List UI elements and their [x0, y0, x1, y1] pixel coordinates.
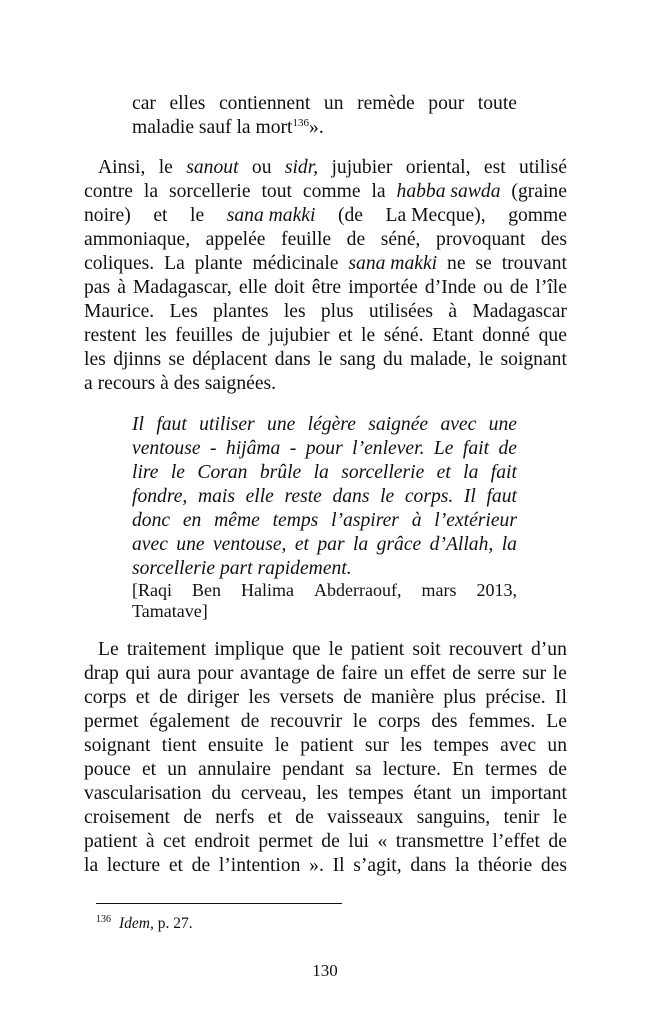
word: Il	[463, 486, 476, 507]
word: remède	[357, 93, 415, 114]
term-sana-makki: sana makki	[226, 205, 316, 226]
word: une	[267, 414, 296, 435]
word: la	[371, 181, 386, 202]
word: lecture	[106, 855, 161, 876]
term-sanout: sanout	[186, 157, 239, 178]
para1-line-2	[84, 180, 567, 204]
word: La	[164, 253, 185, 274]
quote1-text: maladie sauf la mort	[132, 117, 293, 138]
word: tout	[261, 181, 292, 202]
word: Le	[546, 711, 567, 732]
word: reste	[284, 486, 322, 507]
para1-line-1	[98, 156, 567, 180]
word: l’intention	[218, 855, 301, 876]
word: versets	[279, 687, 334, 708]
word: elle	[238, 277, 268, 298]
word: les	[144, 325, 167, 346]
word: dans	[332, 486, 370, 507]
word: sorcellerie	[168, 181, 251, 202]
word: traitement	[126, 639, 207, 660]
word: les	[283, 301, 306, 322]
word: de	[498, 438, 517, 459]
word: se	[168, 349, 185, 370]
word: de	[191, 855, 211, 876]
word: d’un	[530, 639, 567, 660]
footnote-source: Idem	[119, 915, 150, 932]
word: pour	[197, 663, 234, 684]
word: de	[321, 831, 340, 852]
word: et	[153, 205, 168, 226]
word: des	[540, 229, 567, 250]
word: cerveau,	[240, 783, 307, 804]
word: le	[158, 157, 173, 178]
word: un	[323, 93, 344, 114]
word: de	[240, 711, 260, 732]
word: important	[490, 783, 567, 804]
word: sur	[364, 735, 389, 756]
word: utiliser	[199, 414, 255, 435]
word: plante	[194, 253, 243, 274]
quote2-line-4	[132, 485, 517, 509]
word: corps	[84, 687, 127, 708]
word: Le	[98, 639, 119, 660]
word: sorcellerie	[341, 462, 425, 483]
word: l’extérieur	[434, 510, 517, 531]
word: de	[509, 277, 529, 298]
word: recouvrir	[270, 711, 342, 732]
word: contiennent	[218, 93, 311, 114]
word: contre	[84, 181, 133, 202]
word: Madagascar,	[132, 277, 232, 298]
word: saignée	[368, 414, 429, 435]
word: les	[400, 735, 422, 756]
para1-line-10	[84, 372, 276, 396]
word: soit	[412, 639, 441, 660]
word: à	[448, 301, 458, 322]
word: les	[84, 349, 106, 370]
word: vaisseaux	[327, 807, 404, 828]
word: légère	[307, 414, 356, 435]
word: annulaire	[198, 759, 271, 780]
quote1-close: ».	[309, 117, 324, 138]
word: théorie	[477, 855, 533, 876]
word: importée	[348, 277, 418, 298]
word: hijâma	[225, 438, 281, 459]
word: elle	[245, 486, 274, 507]
word: recouvert	[448, 639, 523, 660]
quote2-source-place: Tamatave]	[132, 601, 208, 621]
word: jujubier	[268, 325, 330, 346]
para2-line-9	[84, 830, 567, 854]
word: que	[538, 325, 567, 346]
word: croisement	[84, 807, 170, 828]
word: Etant	[432, 325, 474, 346]
word: l’effet	[492, 831, 540, 852]
word: un	[167, 759, 187, 780]
quote2-line-3	[132, 461, 517, 485]
word: Abderraouf,	[313, 580, 402, 600]
word: soignant	[84, 735, 151, 756]
word: nerfs	[215, 807, 255, 828]
word: le	[318, 349, 333, 370]
word: le	[478, 349, 494, 370]
quote2-last-line: sorcellerie part rapidement.	[132, 558, 352, 579]
word: à	[145, 831, 155, 852]
word: utilisées	[368, 301, 434, 322]
word: (graine	[511, 181, 567, 202]
word: la	[501, 534, 517, 555]
word: vascularisation	[84, 783, 202, 804]
word: de	[548, 759, 567, 780]
footnote-page-ref: , p. 27.	[150, 915, 193, 932]
word: sanguins,	[416, 807, 491, 828]
word: mars	[421, 580, 457, 600]
word: sa	[355, 759, 372, 780]
word: ne	[447, 253, 466, 274]
para1-last-line: a recours à des saignées.	[84, 373, 277, 394]
word: sur	[522, 663, 547, 684]
quote2-line-5	[132, 509, 517, 533]
word: des	[431, 711, 458, 732]
word: qui	[125, 663, 151, 684]
word: de	[159, 687, 178, 708]
para1-line-3	[84, 204, 567, 228]
word: cet	[163, 831, 186, 852]
word: par	[317, 534, 345, 555]
word: car	[132, 93, 156, 114]
word: et	[338, 325, 353, 346]
word: être	[311, 277, 342, 298]
word: lire	[132, 462, 159, 483]
word: Le	[433, 438, 454, 459]
para2-line-2	[84, 662, 567, 686]
word: en	[182, 510, 202, 531]
word: avec	[132, 534, 168, 555]
word: plus	[320, 301, 354, 322]
word: les	[316, 783, 339, 804]
word: des	[540, 855, 567, 876]
word: Il	[332, 855, 345, 876]
word: séné.	[383, 325, 424, 346]
word: corps.	[404, 486, 454, 507]
word: provoquant	[436, 229, 526, 250]
word: s’agit,	[353, 855, 402, 876]
word: les	[248, 687, 271, 708]
word: de	[452, 663, 471, 684]
word: effet	[410, 663, 446, 684]
word: la	[84, 855, 99, 876]
word: d’Allah,	[429, 534, 494, 555]
word: djinns	[113, 349, 162, 370]
word: faut	[156, 414, 187, 435]
word: avantage	[240, 663, 310, 684]
word: brûle	[259, 462, 302, 483]
word: fondre,	[132, 486, 188, 507]
term-habba-sawda: habba sawda	[396, 181, 501, 202]
word: et	[267, 807, 282, 828]
word: de	[548, 831, 567, 852]
word: diriger	[186, 687, 240, 708]
para1-line-9	[84, 348, 567, 372]
word: l’enlever.	[352, 438, 425, 459]
word: à	[411, 510, 422, 531]
word: le	[361, 325, 376, 346]
word: un	[547, 735, 567, 756]
word: fait	[462, 438, 490, 459]
para1-line-7	[84, 300, 567, 324]
word: le	[352, 711, 368, 732]
word: avec	[440, 414, 477, 435]
word: de	[343, 687, 362, 708]
word: médicinale	[252, 253, 339, 274]
word: de	[295, 807, 314, 828]
word: ventouse	[132, 438, 201, 459]
word: pour	[428, 93, 465, 114]
word: gomme	[508, 205, 567, 226]
word: l’aspirer	[331, 510, 399, 531]
word: Ben	[192, 580, 221, 600]
word: dans	[410, 855, 447, 876]
word: le	[552, 807, 567, 828]
para2-line-8	[84, 806, 567, 830]
word: tempes	[433, 735, 489, 756]
word: pendant	[282, 759, 345, 780]
para2-line-4	[84, 710, 567, 734]
word: ou	[483, 277, 503, 298]
footnote-number: 136	[96, 914, 111, 925]
word: Halima	[241, 580, 294, 600]
para1-line-6	[84, 276, 567, 300]
quote2-line-2	[132, 437, 517, 461]
word: un	[383, 663, 404, 684]
word: termes	[485, 759, 538, 780]
word: est	[483, 157, 506, 178]
word: aura	[157, 663, 191, 684]
word: donné	[482, 325, 530, 346]
para2-line-5	[84, 734, 567, 758]
word: séné,	[380, 229, 421, 250]
para2-line-1	[98, 638, 567, 662]
word: manière	[370, 687, 435, 708]
word: faut	[486, 486, 517, 507]
word: La Mecque),	[385, 205, 486, 226]
word: faire	[341, 663, 378, 684]
word: endroit	[194, 831, 250, 852]
word: patient	[84, 831, 138, 852]
word: et	[141, 759, 157, 780]
word: l’île	[535, 277, 567, 298]
page-number: 130	[312, 961, 338, 980]
word: utilisé	[519, 157, 567, 178]
word: une	[176, 534, 205, 555]
word: temps	[272, 510, 319, 531]
word: et	[436, 462, 451, 483]
word: le	[170, 462, 185, 483]
word: elles	[169, 93, 206, 114]
term-sidr: sidr,	[284, 157, 319, 178]
word: se	[475, 253, 492, 274]
word: que	[292, 639, 321, 660]
word: ».	[309, 855, 324, 876]
quote1-line-2: maladie sauf la mort $^{136}$ ».	[132, 117, 324, 138]
word: lui	[348, 831, 369, 852]
word: doit	[274, 277, 305, 298]
word: «	[377, 831, 388, 852]
word: fait	[490, 462, 517, 483]
word: d’Inde	[424, 277, 477, 298]
para2-line-10	[84, 854, 567, 878]
word: donc	[132, 510, 171, 531]
para2-line-3	[84, 686, 567, 710]
word: ensuite	[207, 735, 264, 756]
word: -	[209, 438, 217, 459]
word: le	[274, 735, 289, 756]
word: et	[294, 534, 309, 555]
word: Coran	[197, 462, 248, 483]
word: mais	[197, 486, 235, 507]
word: 2013,	[476, 580, 517, 600]
word: serre	[477, 663, 516, 684]
word: trouvant	[501, 253, 567, 274]
para1-line-8	[84, 324, 567, 348]
word: un	[461, 783, 481, 804]
word: tient	[161, 735, 197, 756]
word: ammoniaque,	[84, 229, 191, 250]
word: jujubier	[331, 157, 393, 178]
word: (de	[337, 205, 363, 226]
word: transmettre	[395, 831, 484, 852]
word: coliques.	[84, 253, 155, 274]
term-sana-makki: sana makki	[348, 253, 438, 274]
word: le	[190, 205, 205, 226]
word: comme	[302, 181, 361, 202]
word: précise.	[485, 687, 546, 708]
word: la	[463, 462, 479, 483]
word: de	[183, 807, 202, 828]
word: [Raqi	[132, 580, 172, 600]
word: femmes.	[468, 711, 536, 732]
word: Madagascar	[472, 301, 567, 322]
word: la	[352, 534, 369, 555]
word: déplacent	[192, 349, 268, 370]
word: de	[346, 229, 366, 250]
footnote-136	[96, 914, 193, 934]
quote1-line-1	[132, 92, 517, 116]
word: étant	[413, 783, 452, 804]
word: drap	[84, 663, 119, 684]
word: ou	[251, 157, 272, 178]
word: corps	[377, 711, 421, 732]
word: feuilles	[175, 325, 233, 346]
word: également	[149, 711, 230, 732]
word: permet	[258, 831, 313, 852]
word: malade,	[410, 349, 472, 370]
word: plantes	[213, 301, 269, 322]
word: même	[214, 510, 260, 531]
word: noire)	[84, 205, 131, 226]
word: soignant	[500, 349, 567, 370]
word: la	[313, 462, 329, 483]
word: Maurice.	[84, 301, 155, 322]
word: pouce	[84, 759, 131, 780]
word: permet	[84, 711, 139, 732]
para1-line-4	[84, 228, 567, 252]
word: Il	[555, 687, 567, 708]
word: sang	[339, 349, 376, 370]
word: avec	[500, 735, 537, 756]
word: En	[452, 759, 474, 780]
word: tempes	[348, 783, 404, 804]
word: la	[143, 181, 159, 202]
word: de	[316, 663, 335, 684]
word: pas	[84, 277, 111, 298]
word: Il	[132, 414, 144, 435]
word: toute	[477, 93, 517, 114]
word: le	[380, 486, 395, 507]
quote2-source-line-2	[132, 599, 208, 623]
word: appelée	[205, 229, 266, 250]
footnote-separator	[96, 903, 342, 904]
word: ventouse,	[212, 534, 287, 555]
word: patient	[350, 639, 405, 660]
word: plus	[443, 687, 477, 708]
word: Ainsi,	[98, 157, 146, 178]
word: du	[383, 349, 403, 370]
quote2-line-6	[132, 533, 517, 557]
para1-line-5	[84, 252, 567, 276]
word: tenir	[503, 807, 540, 828]
word: et	[135, 687, 150, 708]
word: le	[328, 639, 343, 660]
word: oriental,	[405, 157, 471, 178]
word: Les	[169, 301, 198, 322]
word: et	[168, 855, 183, 876]
word: du	[211, 783, 231, 804]
para2-line-7	[84, 782, 567, 806]
word: à	[117, 277, 126, 298]
quote2-line-1	[132, 413, 517, 437]
word: feuille	[281, 229, 332, 250]
word: lecture.	[382, 759, 441, 780]
word: dans	[274, 349, 311, 370]
word: le	[552, 663, 567, 684]
word: de	[241, 325, 261, 346]
word: -	[289, 438, 297, 459]
word: une	[488, 414, 517, 435]
para2-line-6	[84, 758, 567, 782]
word: grâce	[376, 534, 422, 555]
word: implique	[214, 639, 285, 660]
word: restent	[84, 325, 137, 346]
word: patient	[300, 735, 354, 756]
word: pour	[305, 438, 343, 459]
word: la	[454, 855, 470, 876]
